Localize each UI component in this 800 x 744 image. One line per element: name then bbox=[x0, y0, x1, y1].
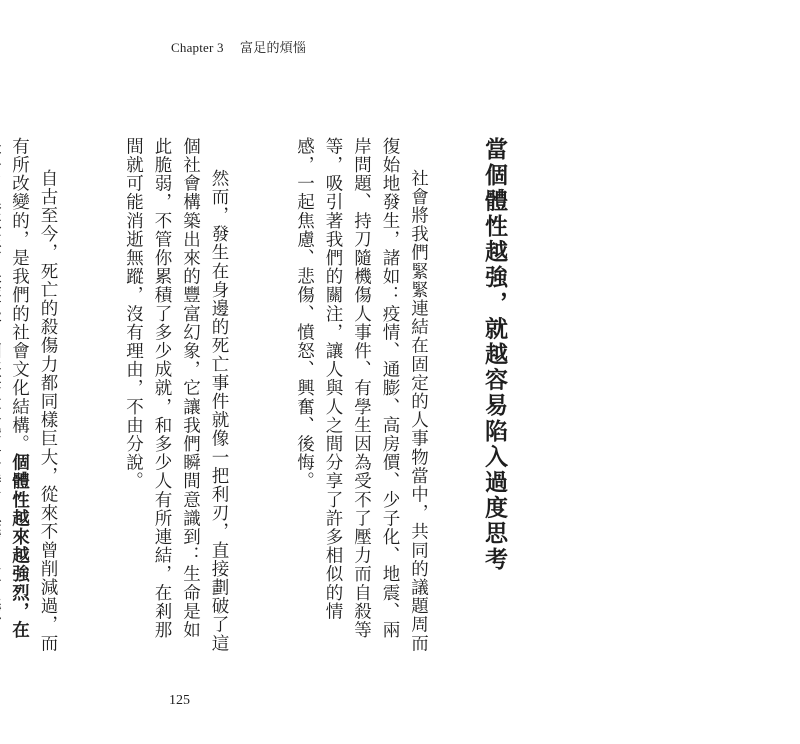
chapter-title: 富足的煩惱 bbox=[240, 41, 307, 56]
paragraph-3-start: 自古至今，死亡的殺傷力都同樣巨大，從來不曾削減過，而有所改變的，是我們的社會文化結構。 bbox=[9, 137, 58, 653]
running-header bbox=[171, 37, 306, 56]
page-number: 125 bbox=[169, 693, 190, 708]
paragraph-2: 然而，發生在身邊的死亡事件就像一把利刃，直接劃破了這個社會構築出來的豐富幻象，它讓我們瞬間意識到：生命是如此脆弱，不管你累積了多少成就，和多少人有所連結，在剎那間就可能消逝無蹤，沒有理由，不由分說。 bbox=[123, 137, 229, 653]
body-text bbox=[9, 137, 566, 654]
section-heading: 當個體性越強，就越容易陷入過度思考 bbox=[481, 137, 507, 573]
paragraph-3-emphasis: 個體性越來越強烈，在 bbox=[9, 453, 30, 640]
chapter-label: Chapter 3 bbox=[171, 40, 224, 55]
paragraph-1: 社會將我們緊緊連結在固定的人事物當中，共同的議題周而復始地發生，諸如：疫情、通膨、高房價、少子化、地震、兩岸問題、持刀隨機傷人事件、有學生因為受不了壓力而自殺等等，吸引著我們的關注，讓人與人之間分享了許多相似的情感，一起焦慮、悲傷、憤怒、興奮、後悔。 bbox=[294, 137, 429, 653]
